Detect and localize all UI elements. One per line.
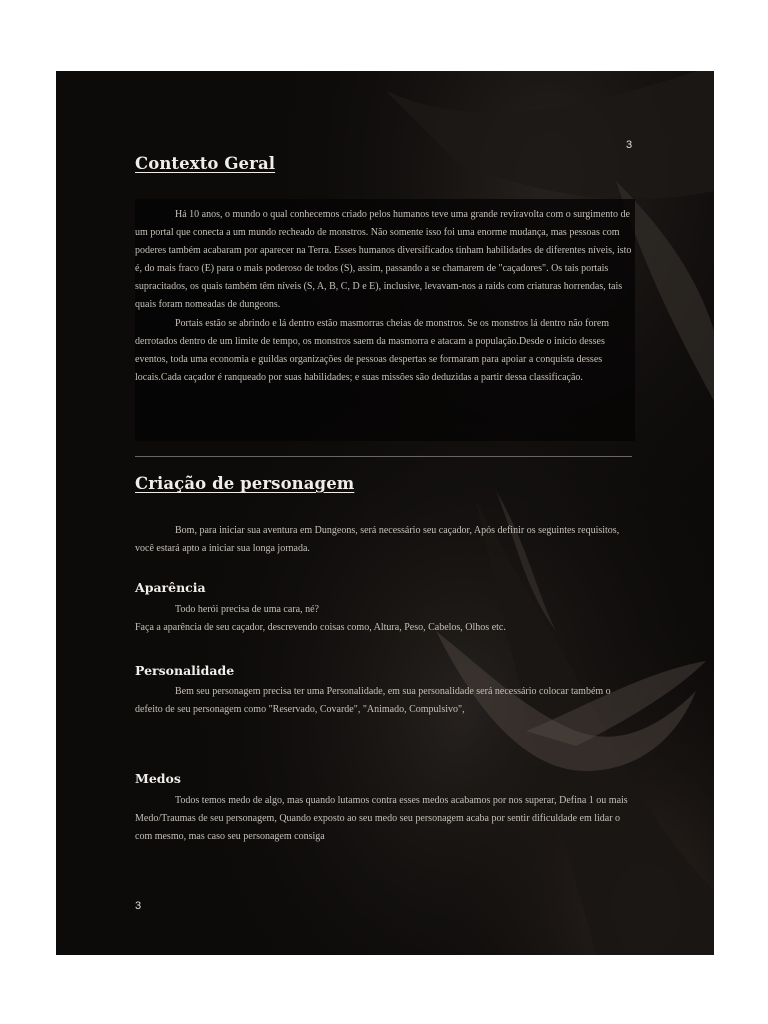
contexto-text [135, 206, 635, 387]
subtitle-aparencia: Aparência [135, 580, 206, 595]
medos-paragraph: Todos temos medo de algo, mas quando lutamos contra esses medos acabamos por nos superar, Defina 1 ou mais Medo/Traumas de seu personagem, Quando exposto ao seu medo seu personagem acaba por sentir dificuldade em lidar o com mesmo, mas caso seu personagem consiga [135, 795, 628, 843]
section-title-criacao: Criação de personagem [135, 474, 355, 493]
personalidade-paragraph: Bem seu personagem precisa ter uma Personalidade, em sua personalidade será necessário colocar também o defeito de seu personagem como "Reservado, Covarde", "Animado, Compulsivo", [135, 686, 611, 716]
criacao-intro-paragraph: Bom, para iniciar sua aventura em Dungeons, será necessário seu caçador, Após definir os seguintes requisitos, você estará apto a iniciar sua longa jornada. [135, 525, 620, 555]
contexto-paragraph-2: Portais estão se abrindo e lá dentro estão masmorras cheias de monstros. Se os monstros lá dentro não forem derrotados dentro de um limite de tempo, os monstros saem da masmorra e atacam a população.Desde o início desses eventos, toda uma economia e guildas organizações de pessoas despertas se formaram para apoiar a conquista desses locais.Cada caçador é ranqueado por suas habilidades; e suas missões são deduzidas a partir dessa classificação. [135, 317, 610, 383]
subtitle-personalidade: Personalidade [135, 663, 235, 678]
section-divider [135, 456, 632, 457]
document-page [56, 71, 714, 955]
page-number-bottom: 3 [135, 900, 142, 912]
page-number-top: 3 [626, 139, 633, 151]
contexto-paragraph-1: Há 10 anos, o mundo o qual conhecemos criado pelos humanos teve uma grande reviravolta com o surgimento de um portal que conecta a um mundo recheado de monstros. Não somente isso foi uma enorme mudança, mas pessoas com poderes também acabaram por aparecer na Terra. Esses humanos diversificados tinham habilidades de diferentes níveis, isto é, do mais fraco (E) para o mais poderoso de todos (S), assim, passando a se chamarem de "caçadores". Os tais portais supracitados, os quais também têm níveis (S, A, B, C, D e E), inclusive, levavam-nos a raids com criaturas horrendas, tais quais foram nomeadas de dungeons. [135, 209, 632, 311]
criacao-intro [135, 522, 635, 558]
section-title-contexto: Contexto Geral [135, 154, 276, 173]
personalidade-text [135, 683, 635, 719]
subtitle-medos: Medos [135, 771, 181, 786]
aparencia-text [135, 601, 635, 637]
aparencia-line-2: Faça a aparência de seu caçador, descrevendo coisas como, Altura, Peso, Cabelos, Olhos etc. [135, 622, 506, 634]
medos-text [135, 792, 635, 846]
aparencia-line-1: Todo herói precisa de uma cara, né? [175, 604, 319, 615]
